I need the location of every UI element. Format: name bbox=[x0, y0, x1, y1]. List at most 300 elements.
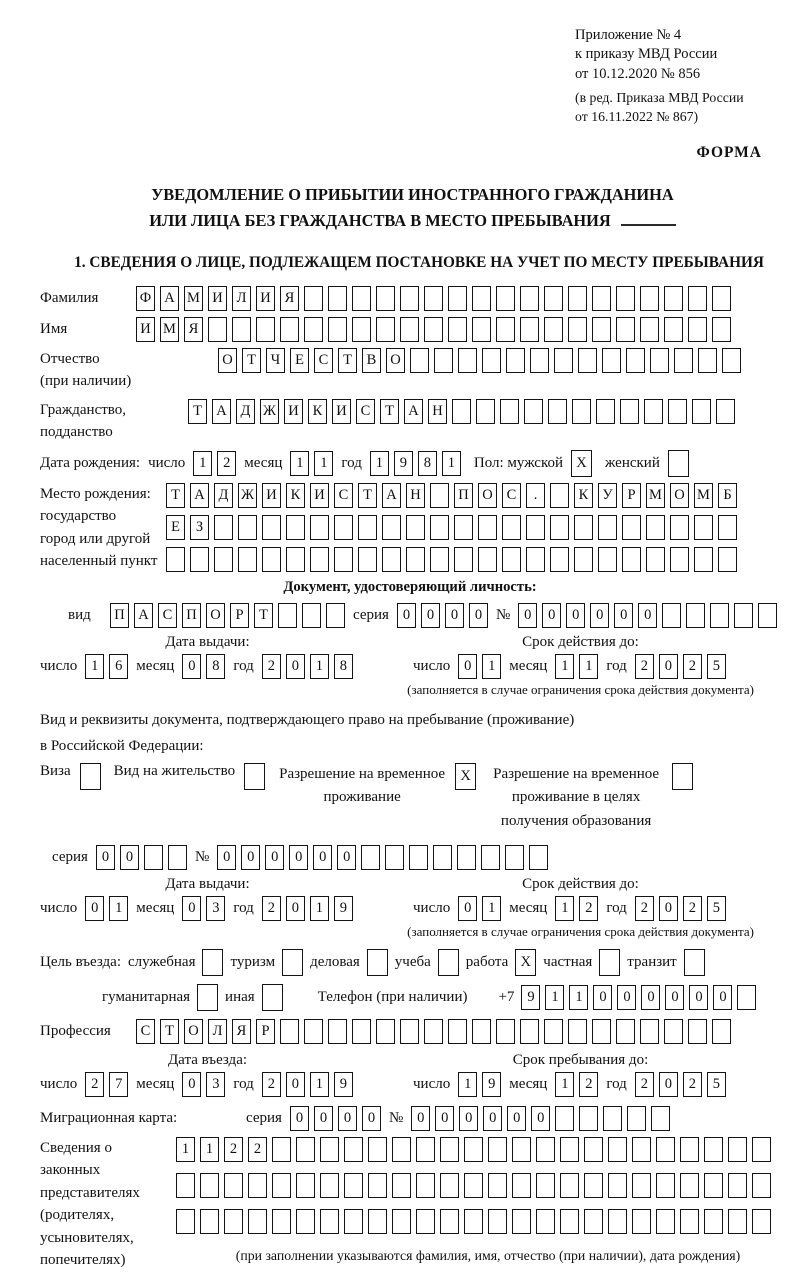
char-cell[interactable] bbox=[392, 1173, 411, 1198]
char-cell[interactable] bbox=[416, 1137, 435, 1162]
char-cell[interactable] bbox=[272, 1209, 291, 1234]
char-cell[interactable] bbox=[334, 515, 353, 540]
char-cell[interactable]: М bbox=[694, 483, 713, 508]
char-cell[interactable]: 1 bbox=[85, 654, 104, 679]
char-cell[interactable] bbox=[664, 317, 683, 342]
char-cell[interactable]: Ж bbox=[260, 399, 279, 424]
temp-residence-education-checkbox[interactable] bbox=[672, 763, 693, 790]
char-cell[interactable] bbox=[694, 515, 713, 540]
char-cell[interactable] bbox=[208, 317, 227, 342]
char-cell[interactable] bbox=[598, 547, 617, 572]
char-cell[interactable]: И bbox=[136, 317, 155, 342]
char-cell[interactable]: О bbox=[386, 348, 405, 373]
char-cell[interactable] bbox=[752, 1209, 771, 1234]
char-cell[interactable]: Т bbox=[166, 483, 185, 508]
char-cell[interactable]: 1 bbox=[569, 985, 588, 1010]
char-cell[interactable] bbox=[166, 547, 185, 572]
char-cell[interactable] bbox=[382, 515, 401, 540]
char-cell[interactable] bbox=[712, 286, 731, 311]
char-cell[interactable] bbox=[524, 399, 543, 424]
char-cell[interactable]: . bbox=[526, 483, 545, 508]
char-cell[interactable]: Р bbox=[230, 603, 249, 628]
char-cell[interactable] bbox=[632, 1137, 651, 1162]
char-cell[interactable] bbox=[409, 845, 428, 870]
char-cell[interactable]: Л bbox=[208, 1019, 227, 1044]
char-cell[interactable]: Я bbox=[280, 286, 299, 311]
char-cell[interactable]: 0 bbox=[411, 1106, 430, 1131]
char-cell[interactable]: С bbox=[502, 483, 521, 508]
char-cell[interactable]: 2 bbox=[262, 1072, 281, 1097]
char-cell[interactable] bbox=[464, 1209, 483, 1234]
char-cell[interactable] bbox=[472, 286, 491, 311]
char-cell[interactable]: 1 bbox=[555, 1072, 574, 1097]
char-cell[interactable] bbox=[616, 286, 635, 311]
char-cell[interactable] bbox=[598, 515, 617, 540]
char-cell[interactable]: 1 bbox=[545, 985, 564, 1010]
char-cell[interactable] bbox=[190, 547, 209, 572]
char-cell[interactable]: 2 bbox=[683, 1072, 702, 1097]
char-cell[interactable] bbox=[592, 1019, 611, 1044]
char-cell[interactable] bbox=[656, 1137, 675, 1162]
char-cell[interactable] bbox=[622, 515, 641, 540]
char-cell[interactable] bbox=[686, 603, 705, 628]
char-cell[interactable] bbox=[392, 1137, 411, 1162]
purpose-other-checkbox[interactable] bbox=[262, 984, 283, 1011]
char-cell[interactable] bbox=[536, 1209, 555, 1234]
char-cell[interactable] bbox=[406, 515, 425, 540]
char-cell[interactable] bbox=[734, 603, 753, 628]
char-cell[interactable]: 0 bbox=[518, 603, 537, 628]
char-cell[interactable] bbox=[214, 547, 233, 572]
char-cell[interactable] bbox=[550, 483, 569, 508]
char-cell[interactable] bbox=[627, 1106, 646, 1131]
char-cell[interactable] bbox=[176, 1173, 195, 1198]
char-cell[interactable]: 0 bbox=[182, 654, 201, 679]
char-cell[interactable] bbox=[680, 1173, 699, 1198]
char-cell[interactable] bbox=[728, 1173, 747, 1198]
char-cell[interactable] bbox=[272, 1137, 291, 1162]
char-cell[interactable]: С bbox=[136, 1019, 155, 1044]
char-cell[interactable]: Р bbox=[256, 1019, 275, 1044]
char-cell[interactable]: С bbox=[314, 348, 333, 373]
char-cell[interactable] bbox=[530, 348, 549, 373]
char-cell[interactable] bbox=[304, 1019, 323, 1044]
char-cell[interactable]: Ф bbox=[136, 286, 155, 311]
purpose-official-checkbox[interactable] bbox=[202, 949, 223, 976]
char-cell[interactable]: 0 bbox=[120, 845, 139, 870]
char-cell[interactable]: 1 bbox=[555, 654, 574, 679]
char-cell[interactable]: 0 bbox=[641, 985, 660, 1010]
char-cell[interactable]: О bbox=[218, 348, 237, 373]
char-cell[interactable]: М bbox=[184, 286, 203, 311]
char-cell[interactable] bbox=[416, 1173, 435, 1198]
char-cell[interactable] bbox=[334, 547, 353, 572]
char-cell[interactable] bbox=[496, 317, 515, 342]
char-cell[interactable] bbox=[626, 348, 645, 373]
char-cell[interactable]: 0 bbox=[689, 985, 708, 1010]
char-cell[interactable] bbox=[448, 317, 467, 342]
temp-residence-checkbox[interactable]: X bbox=[455, 763, 476, 790]
char-cell[interactable] bbox=[712, 317, 731, 342]
char-cell[interactable] bbox=[674, 348, 693, 373]
char-cell[interactable] bbox=[526, 547, 545, 572]
char-cell[interactable] bbox=[646, 547, 665, 572]
char-cell[interactable]: 0 bbox=[313, 845, 332, 870]
char-cell[interactable] bbox=[548, 399, 567, 424]
char-cell[interactable] bbox=[262, 515, 281, 540]
char-cell[interactable] bbox=[620, 399, 639, 424]
char-cell[interactable]: 0 bbox=[665, 985, 684, 1010]
char-cell[interactable]: 0 bbox=[182, 1072, 201, 1097]
char-cell[interactable] bbox=[568, 286, 587, 311]
char-cell[interactable] bbox=[310, 547, 329, 572]
char-cell[interactable] bbox=[400, 1019, 419, 1044]
char-cell[interactable] bbox=[472, 317, 491, 342]
char-cell[interactable] bbox=[464, 1137, 483, 1162]
char-cell[interactable] bbox=[544, 286, 563, 311]
char-cell[interactable] bbox=[632, 1209, 651, 1234]
char-cell[interactable] bbox=[512, 1137, 531, 1162]
char-cell[interactable]: 0 bbox=[617, 985, 636, 1010]
char-cell[interactable] bbox=[584, 1137, 603, 1162]
char-cell[interactable] bbox=[238, 515, 257, 540]
char-cell[interactable]: Т bbox=[254, 603, 273, 628]
char-cell[interactable]: Я bbox=[184, 317, 203, 342]
char-cell[interactable] bbox=[608, 1137, 627, 1162]
char-cell[interactable] bbox=[376, 317, 395, 342]
char-cell[interactable] bbox=[662, 603, 681, 628]
char-cell[interactable] bbox=[304, 286, 323, 311]
char-cell[interactable]: Н bbox=[406, 483, 425, 508]
purpose-tourism-checkbox[interactable] bbox=[282, 949, 303, 976]
char-cell[interactable] bbox=[326, 603, 345, 628]
char-cell[interactable] bbox=[457, 845, 476, 870]
char-cell[interactable]: 1 bbox=[314, 451, 333, 476]
char-cell[interactable] bbox=[448, 1019, 467, 1044]
char-cell[interactable]: И bbox=[332, 399, 351, 424]
char-cell[interactable] bbox=[382, 547, 401, 572]
char-cell[interactable]: 1 bbox=[109, 896, 128, 921]
char-cell[interactable]: 0 bbox=[337, 845, 356, 870]
char-cell[interactable] bbox=[352, 317, 371, 342]
char-cell[interactable] bbox=[550, 515, 569, 540]
char-cell[interactable] bbox=[248, 1209, 267, 1234]
char-cell[interactable] bbox=[410, 348, 429, 373]
char-cell[interactable]: 0 bbox=[289, 845, 308, 870]
char-cell[interactable] bbox=[256, 317, 275, 342]
char-cell[interactable]: А bbox=[404, 399, 423, 424]
char-cell[interactable] bbox=[656, 1173, 675, 1198]
char-cell[interactable] bbox=[722, 348, 741, 373]
char-cell[interactable]: А bbox=[212, 399, 231, 424]
char-cell[interactable] bbox=[704, 1209, 723, 1234]
char-cell[interactable]: П bbox=[110, 603, 129, 628]
char-cell[interactable]: К bbox=[286, 483, 305, 508]
char-cell[interactable] bbox=[448, 286, 467, 311]
char-cell[interactable]: 9 bbox=[334, 1072, 353, 1097]
char-cell[interactable] bbox=[430, 547, 449, 572]
char-cell[interactable]: 0 bbox=[397, 603, 416, 628]
char-cell[interactable]: 0 bbox=[217, 845, 236, 870]
char-cell[interactable]: 1 bbox=[290, 451, 309, 476]
char-cell[interactable]: 3 bbox=[206, 1072, 225, 1097]
char-cell[interactable] bbox=[488, 1137, 507, 1162]
char-cell[interactable] bbox=[520, 317, 539, 342]
char-cell[interactable] bbox=[286, 515, 305, 540]
char-cell[interactable] bbox=[716, 399, 735, 424]
char-cell[interactable] bbox=[481, 845, 500, 870]
char-cell[interactable]: 2 bbox=[217, 451, 236, 476]
char-cell[interactable] bbox=[168, 845, 187, 870]
char-cell[interactable] bbox=[752, 1137, 771, 1162]
char-cell[interactable] bbox=[646, 515, 665, 540]
char-cell[interactable] bbox=[464, 1173, 483, 1198]
char-cell[interactable] bbox=[616, 317, 635, 342]
char-cell[interactable] bbox=[238, 547, 257, 572]
char-cell[interactable]: 2 bbox=[635, 1072, 654, 1097]
char-cell[interactable] bbox=[692, 399, 711, 424]
char-cell[interactable]: О bbox=[206, 603, 225, 628]
char-cell[interactable] bbox=[430, 515, 449, 540]
char-cell[interactable]: 2 bbox=[262, 654, 281, 679]
char-cell[interactable]: У bbox=[598, 483, 617, 508]
char-cell[interactable] bbox=[144, 845, 163, 870]
char-cell[interactable] bbox=[200, 1209, 219, 1234]
char-cell[interactable] bbox=[278, 603, 297, 628]
char-cell[interactable]: О bbox=[478, 483, 497, 508]
char-cell[interactable]: 0 bbox=[421, 603, 440, 628]
char-cell[interactable]: 2 bbox=[635, 896, 654, 921]
char-cell[interactable] bbox=[596, 399, 615, 424]
char-cell[interactable]: О bbox=[670, 483, 689, 508]
char-cell[interactable]: 8 bbox=[418, 451, 437, 476]
char-cell[interactable] bbox=[694, 547, 713, 572]
char-cell[interactable]: М bbox=[160, 317, 179, 342]
char-cell[interactable] bbox=[248, 1173, 267, 1198]
char-cell[interactable] bbox=[358, 547, 377, 572]
char-cell[interactable]: 2 bbox=[224, 1137, 243, 1162]
char-cell[interactable] bbox=[280, 317, 299, 342]
char-cell[interactable] bbox=[568, 1019, 587, 1044]
char-cell[interactable] bbox=[526, 515, 545, 540]
char-cell[interactable]: 9 bbox=[334, 896, 353, 921]
purpose-transit-checkbox[interactable] bbox=[684, 949, 705, 976]
char-cell[interactable]: С bbox=[356, 399, 375, 424]
purpose-study-checkbox[interactable] bbox=[438, 949, 459, 976]
char-cell[interactable]: А bbox=[382, 483, 401, 508]
char-cell[interactable] bbox=[458, 348, 477, 373]
char-cell[interactable]: Т bbox=[242, 348, 261, 373]
char-cell[interactable] bbox=[668, 399, 687, 424]
char-cell[interactable]: Д bbox=[236, 399, 255, 424]
char-cell[interactable] bbox=[424, 1019, 443, 1044]
char-cell[interactable] bbox=[286, 547, 305, 572]
char-cell[interactable] bbox=[592, 317, 611, 342]
char-cell[interactable] bbox=[574, 515, 593, 540]
char-cell[interactable] bbox=[680, 1209, 699, 1234]
char-cell[interactable]: Д bbox=[214, 483, 233, 508]
char-cell[interactable]: 0 bbox=[290, 1106, 309, 1131]
char-cell[interactable] bbox=[670, 547, 689, 572]
char-cell[interactable] bbox=[302, 603, 321, 628]
char-cell[interactable]: 0 bbox=[241, 845, 260, 870]
char-cell[interactable]: 1 bbox=[310, 1072, 329, 1097]
char-cell[interactable] bbox=[578, 348, 597, 373]
char-cell[interactable]: И bbox=[262, 483, 281, 508]
char-cell[interactable]: 0 bbox=[458, 654, 477, 679]
char-cell[interactable] bbox=[500, 399, 519, 424]
char-cell[interactable] bbox=[544, 317, 563, 342]
char-cell[interactable] bbox=[352, 286, 371, 311]
char-cell[interactable] bbox=[406, 547, 425, 572]
char-cell[interactable] bbox=[454, 515, 473, 540]
char-cell[interactable] bbox=[602, 348, 621, 373]
char-cell[interactable] bbox=[536, 1173, 555, 1198]
char-cell[interactable] bbox=[224, 1209, 243, 1234]
char-cell[interactable]: 0 bbox=[435, 1106, 454, 1131]
char-cell[interactable] bbox=[440, 1209, 459, 1234]
char-cell[interactable] bbox=[452, 399, 471, 424]
char-cell[interactable] bbox=[712, 1019, 731, 1044]
char-cell[interactable] bbox=[688, 1019, 707, 1044]
char-cell[interactable]: 2 bbox=[262, 896, 281, 921]
char-cell[interactable] bbox=[550, 547, 569, 572]
char-cell[interactable]: Р bbox=[622, 483, 641, 508]
char-cell[interactable] bbox=[424, 317, 443, 342]
char-cell[interactable] bbox=[416, 1209, 435, 1234]
char-cell[interactable] bbox=[440, 1137, 459, 1162]
char-cell[interactable]: Т bbox=[380, 399, 399, 424]
char-cell[interactable]: 0 bbox=[338, 1106, 357, 1131]
char-cell[interactable]: 0 bbox=[638, 603, 657, 628]
char-cell[interactable] bbox=[560, 1173, 579, 1198]
char-cell[interactable] bbox=[433, 845, 452, 870]
title-blank-line[interactable] bbox=[621, 224, 676, 226]
char-cell[interactable]: 0 bbox=[286, 1072, 305, 1097]
char-cell[interactable] bbox=[320, 1137, 339, 1162]
char-cell[interactable] bbox=[664, 1019, 683, 1044]
char-cell[interactable]: 1 bbox=[310, 654, 329, 679]
char-cell[interactable] bbox=[536, 1137, 555, 1162]
char-cell[interactable] bbox=[520, 1019, 539, 1044]
char-cell[interactable] bbox=[320, 1209, 339, 1234]
char-cell[interactable]: 1 bbox=[579, 654, 598, 679]
char-cell[interactable] bbox=[496, 286, 515, 311]
char-cell[interactable] bbox=[512, 1209, 531, 1234]
char-cell[interactable] bbox=[376, 1019, 395, 1044]
char-cell[interactable]: 8 bbox=[334, 654, 353, 679]
char-cell[interactable] bbox=[704, 1173, 723, 1198]
char-cell[interactable] bbox=[680, 1137, 699, 1162]
char-cell[interactable] bbox=[560, 1137, 579, 1162]
residence-permit-checkbox[interactable] bbox=[244, 763, 265, 790]
char-cell[interactable]: 1 bbox=[200, 1137, 219, 1162]
char-cell[interactable] bbox=[616, 1019, 635, 1044]
char-cell[interactable]: 0 bbox=[445, 603, 464, 628]
char-cell[interactable]: 1 bbox=[442, 451, 461, 476]
char-cell[interactable] bbox=[434, 348, 453, 373]
char-cell[interactable]: 0 bbox=[507, 1106, 526, 1131]
char-cell[interactable]: 5 bbox=[707, 654, 726, 679]
char-cell[interactable]: 1 bbox=[370, 451, 389, 476]
char-cell[interactable] bbox=[603, 1106, 622, 1131]
char-cell[interactable]: 2 bbox=[683, 654, 702, 679]
char-cell[interactable] bbox=[752, 1173, 771, 1198]
char-cell[interactable] bbox=[572, 399, 591, 424]
char-cell[interactable]: А bbox=[160, 286, 179, 311]
char-cell[interactable]: 0 bbox=[531, 1106, 550, 1131]
char-cell[interactable] bbox=[176, 1209, 195, 1234]
char-cell[interactable] bbox=[488, 1173, 507, 1198]
char-cell[interactable]: 0 bbox=[483, 1106, 502, 1131]
char-cell[interactable] bbox=[310, 515, 329, 540]
char-cell[interactable] bbox=[440, 1173, 459, 1198]
purpose-private-checkbox[interactable] bbox=[599, 949, 620, 976]
char-cell[interactable] bbox=[651, 1106, 670, 1131]
char-cell[interactable]: 3 bbox=[206, 896, 225, 921]
char-cell[interactable]: М bbox=[646, 483, 665, 508]
char-cell[interactable] bbox=[482, 348, 501, 373]
char-cell[interactable]: 9 bbox=[521, 985, 540, 1010]
char-cell[interactable] bbox=[560, 1209, 579, 1234]
char-cell[interactable] bbox=[758, 603, 777, 628]
char-cell[interactable] bbox=[224, 1173, 243, 1198]
char-cell[interactable] bbox=[214, 515, 233, 540]
char-cell[interactable]: Б bbox=[718, 483, 737, 508]
char-cell[interactable] bbox=[502, 547, 521, 572]
char-cell[interactable]: Ч bbox=[266, 348, 285, 373]
char-cell[interactable] bbox=[304, 317, 323, 342]
sex-female-checkbox[interactable] bbox=[668, 450, 689, 477]
char-cell[interactable]: С bbox=[334, 483, 353, 508]
char-cell[interactable]: 8 bbox=[206, 654, 225, 679]
char-cell[interactable] bbox=[502, 515, 521, 540]
purpose-work-checkbox[interactable]: X bbox=[515, 949, 536, 976]
char-cell[interactable] bbox=[544, 1019, 563, 1044]
char-cell[interactable] bbox=[650, 348, 669, 373]
char-cell[interactable]: 0 bbox=[85, 896, 104, 921]
char-cell[interactable]: 0 bbox=[593, 985, 612, 1010]
char-cell[interactable]: Ж bbox=[238, 483, 257, 508]
char-cell[interactable]: 0 bbox=[566, 603, 585, 628]
char-cell[interactable] bbox=[454, 547, 473, 572]
char-cell[interactable]: 2 bbox=[85, 1072, 104, 1097]
char-cell[interactable] bbox=[262, 547, 281, 572]
char-cell[interactable] bbox=[622, 547, 641, 572]
char-cell[interactable] bbox=[506, 348, 525, 373]
char-cell[interactable]: В bbox=[362, 348, 381, 373]
char-cell[interactable] bbox=[328, 286, 347, 311]
char-cell[interactable] bbox=[520, 286, 539, 311]
char-cell[interactable] bbox=[640, 286, 659, 311]
char-cell[interactable]: 9 bbox=[482, 1072, 501, 1097]
char-cell[interactable]: А bbox=[134, 603, 153, 628]
char-cell[interactable] bbox=[529, 845, 548, 870]
char-cell[interactable] bbox=[728, 1137, 747, 1162]
char-cell[interactable] bbox=[232, 317, 251, 342]
char-cell[interactable]: И bbox=[256, 286, 275, 311]
char-cell[interactable] bbox=[505, 845, 524, 870]
char-cell[interactable] bbox=[632, 1173, 651, 1198]
char-cell[interactable] bbox=[368, 1137, 387, 1162]
char-cell[interactable] bbox=[688, 317, 707, 342]
char-cell[interactable]: 0 bbox=[459, 1106, 478, 1131]
char-cell[interactable]: 0 bbox=[96, 845, 115, 870]
char-cell[interactable]: 1 bbox=[458, 1072, 477, 1097]
char-cell[interactable] bbox=[352, 1019, 371, 1044]
char-cell[interactable]: Т bbox=[338, 348, 357, 373]
char-cell[interactable] bbox=[704, 1137, 723, 1162]
